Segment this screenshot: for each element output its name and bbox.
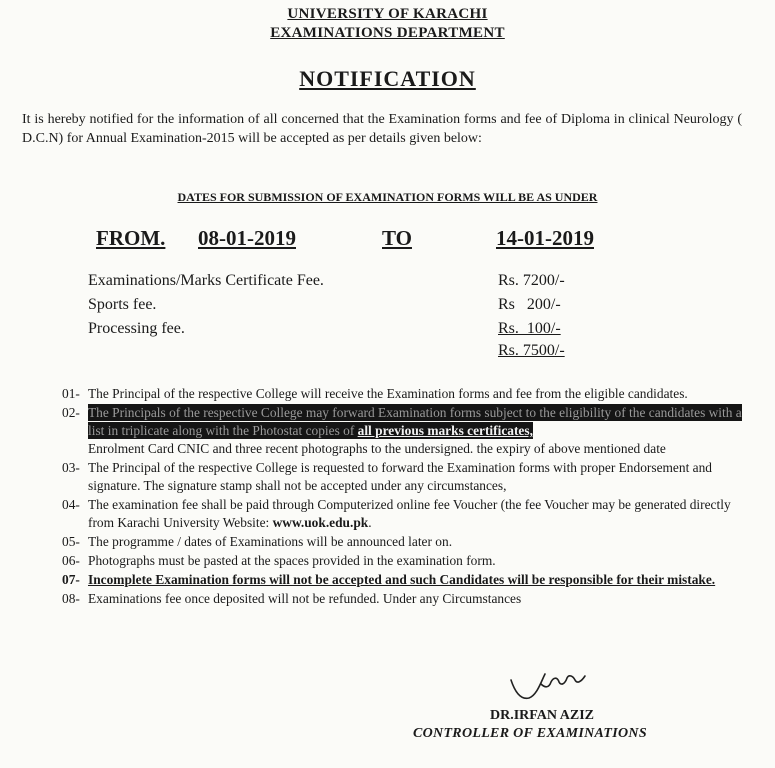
item-number: 01-: [62, 386, 80, 401]
item-text: Incomplete Examination forms will not be accepted and such Candidates will be responsible for their mistake.: [88, 572, 716, 587]
item-text: [88, 404, 752, 458]
instructions-list: [62, 385, 752, 609]
fee-total: Rs. 7500/-: [498, 342, 565, 359]
dates-heading: DATES FOR SUBMISSION OF EXAMINATION FORMS WILL BE AS UNDER: [177, 190, 598, 204]
fee-amount: Rs 200/-: [498, 296, 561, 313]
redacted-text: The Principals of the respective College may forward Examination forms subject to the eligibility of the candidates with a list in triplicate along with the Photostat copies of all previous marks certificates,: [88, 405, 742, 438]
intro-paragraph: It is hereby notified for the information of all concerned that the Examination forms and fee of Diploma in clinical Neurology ( D.C.N) for Annual Examination-2015 will be accepted as per details given below:: [22, 112, 742, 146]
item-number: 05-: [62, 534, 80, 549]
list-item: [62, 385, 752, 403]
list-item: [62, 496, 752, 532]
item-text: The examination fee shall be paid through Computerized online fee Voucher (the fee Voucher may be generated directly from Karachi University Website: www.uok.edu.pk.: [88, 497, 731, 530]
website-link[interactable]: www.uok.edu.pk: [272, 515, 369, 530]
list-item: [62, 590, 752, 608]
list-item: [62, 404, 752, 458]
list-item: [62, 552, 752, 570]
item-text: The programme / dates of Examinations will be announced later on.: [88, 534, 453, 549]
signatory-title: CONTROLLER OF EXAMINATIONS: [413, 726, 647, 741]
fee-label: Examinations/Marks Certificate Fee.: [88, 272, 324, 289]
fee-label: Processing fee.: [88, 320, 185, 337]
page-title: NOTIFICATION: [299, 66, 476, 91]
from-date: 08-01-2019: [198, 226, 296, 250]
item-number: 06-: [62, 553, 80, 568]
university-name: UNIVERSITY OF KARACHI: [287, 6, 488, 22]
fee-amount: Rs. 7200/-: [498, 272, 565, 289]
list-item: [62, 571, 752, 589]
item-number: 02-: [62, 405, 80, 420]
list-item: [62, 533, 752, 551]
to-label: TO: [382, 226, 412, 250]
from-label: FROM.: [96, 226, 166, 250]
item-text: Examinations fee once deposited will not be refunded. Under any Circumstances: [88, 591, 522, 606]
item-number: 08-: [62, 591, 80, 606]
item-text: The Principal of the respective College will receive the Examination forms and fee from the eligible candidates.: [88, 386, 688, 401]
list-item: [62, 459, 752, 495]
item-text: The Principal of the respective College is requested to forward the Examination forms with proper Endorsement and signature. The signature stamp shall not be accepted under any circumstances,: [88, 460, 712, 493]
item-text: Photographs must be pasted at the spaces provided in the examination form.: [88, 553, 496, 568]
item-number: 04-: [62, 497, 80, 512]
signatory-name: DR.IRFAN AZIZ: [490, 708, 594, 723]
department-name: EXAMINATIONS DEPARTMENT: [270, 25, 505, 41]
fee-amount: Rs. 100/-: [498, 320, 561, 337]
fee-label: Sports fee.: [88, 296, 157, 313]
to-date: 14-01-2019: [496, 226, 594, 250]
item-text-rest: Enrolment Card CNIC and three recent photographs to the undersigned. the expiry of above mentioned date: [88, 441, 666, 456]
bold-text: all previous marks certificates,: [357, 423, 533, 438]
item-number: 03-: [62, 460, 80, 475]
item-number: 07-: [62, 572, 80, 587]
signature: [505, 662, 595, 704]
